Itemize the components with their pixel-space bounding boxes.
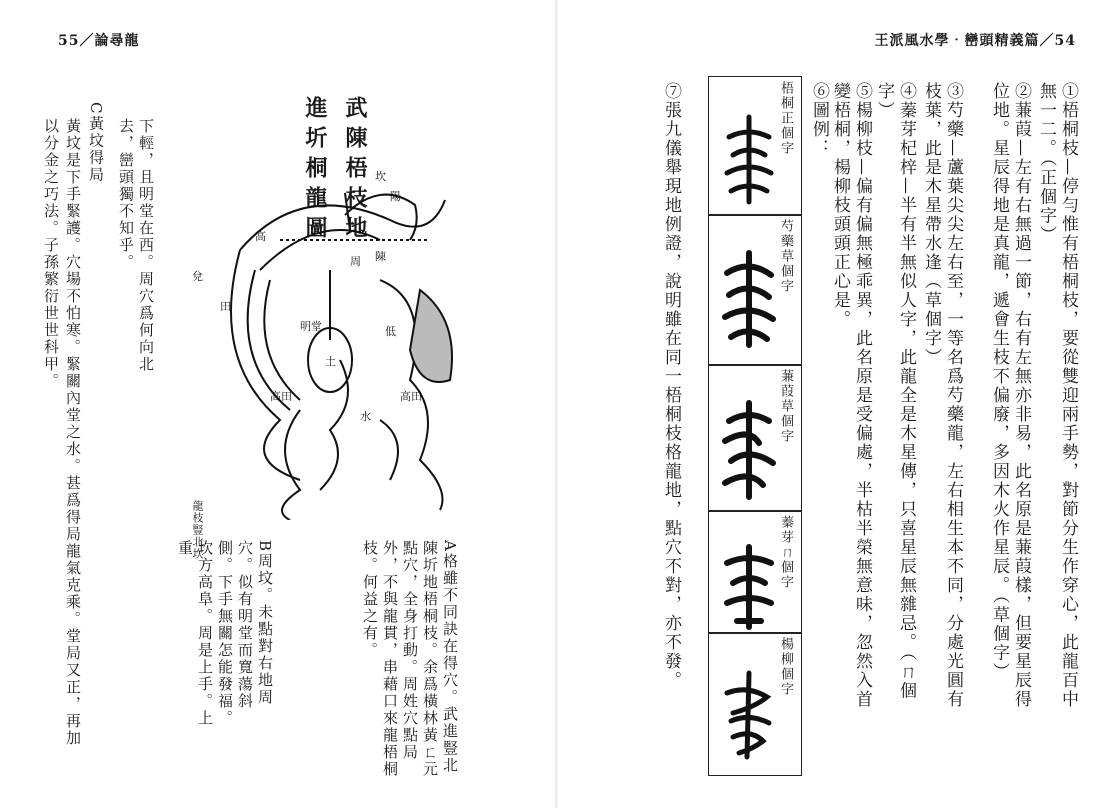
- zhenya-glyph-icon: [719, 541, 779, 631]
- diagram-footnote: 龍枝豎北坎: [191, 500, 204, 560]
- label-dui: 兌: [192, 270, 203, 283]
- outer-ridge: [240, 200, 445, 250]
- label-tu: 土: [325, 355, 336, 368]
- jianjia-glyph-icon: [719, 395, 779, 505]
- label-zhou: 周: [350, 255, 361, 268]
- lower-stream: [282, 410, 300, 520]
- annotation-c-body: 黃坟是下手緊護。穴場不怕寒。緊關內堂之水。甚爲得局龍氣克乘。堂局又正，再加以分金之巧法。子孫繁衍世世科甲。: [42, 118, 82, 747]
- paragraph-3: ③芍藥—蘆葉尖尖左右至，一等名爲芍藥龍，左右相生本不同，分處光圓有枝葉，此是木星帶水逢（草個字）: [921, 82, 963, 709]
- paragraph-4: ④蓁芽杞梓—半有半無似人字，此龍全是木星傳，只喜星辰無雜忌。（ㄇ個字）: [874, 82, 916, 701]
- page-header-left: 55／論尋龍: [58, 33, 140, 49]
- annotation-a: A格雖不同訣在得穴。武進豎北陳圻地梧桐枝。余爲橫林黃ㄈ元點穴，全身打動。周姓穴點局外，不與龍貫，串藉口來龍梧桐枝。何益之有。: [361, 540, 459, 778]
- left-contour-3: [264, 280, 300, 400]
- label-chen: 陳: [375, 250, 386, 263]
- right-hill: [410, 290, 452, 382]
- label-kan: 坎: [375, 170, 386, 183]
- hill-arch: [345, 195, 417, 240]
- char-label: 楊柳個字: [778, 637, 793, 697]
- char-box-jianjia: [708, 364, 802, 512]
- char-label: 梧桐正個字: [778, 81, 793, 156]
- shaoyao-glyph-icon: [719, 245, 779, 355]
- label-gao: 高: [255, 230, 266, 243]
- feng-shui-diagram: [180, 160, 470, 520]
- label-di: 低: [385, 325, 396, 338]
- char-box-wutong: [708, 76, 802, 216]
- char-label: 芍藥草個字: [778, 219, 793, 294]
- paragraph-7: ⑦張九儀舉現地例證，說明雖在同一梧桐枝格龍地，點穴不對，亦不發。: [661, 82, 681, 690]
- wutong-glyph-icon: [719, 107, 779, 207]
- diagram-title-line-1: 武陳梧枝地: [342, 96, 368, 246]
- right-branch: [380, 420, 398, 480]
- yangliu-glyph-icon: [719, 663, 779, 763]
- paragraph-5: ⑤楊柳枝—偏有偏無極乖異，此名原是受偏處，半枯半榮無意味，忽然入首變梧桐，楊柳枝頭頭正心是。: [830, 82, 872, 709]
- center-stream: [320, 360, 348, 490]
- annotation-c-title: C黃坟得局: [87, 102, 105, 184]
- diagram-title-line-2: 進圻桐龍圖: [302, 96, 328, 246]
- annotation-c-continued: 下輕，且明堂在西。周穴爲何向北去，巒頭獨不知乎。: [117, 118, 155, 373]
- left-contour-1: [231, 250, 300, 480]
- paragraph-1: ①梧桐枝—停勻惟有梧桐枝，要從雙迎兩手勢，對節分生作穿心，此龍百中無一二。（正個字）: [1036, 82, 1078, 709]
- book-spine: [555, 0, 559, 808]
- label-gaotian-left: 高田: [270, 390, 292, 403]
- label-gaotian-right: 高田: [400, 390, 422, 403]
- char-label: 蒹葭草個字: [778, 369, 793, 444]
- char-box-zhenya: [708, 510, 802, 634]
- label-mingtang: 明堂: [300, 320, 322, 333]
- page-header-right: 王派風水學‧巒頭精義篇／54: [874, 33, 1076, 49]
- char-box-yangliu: [708, 632, 802, 776]
- ridge-2: [260, 230, 380, 270]
- label-shui: 水: [360, 410, 371, 423]
- annotation-b: B周坟。未點對右地周穴。似有明堂而寬蕩斜側。下手無關怎能發福。坎方高阜。周是上手。上重: [176, 540, 274, 727]
- paragraph-6: ⑥圖例：: [809, 82, 829, 158]
- label-yang: 陽: [390, 190, 401, 203]
- label-tian: 田: [220, 300, 231, 313]
- char-label: 蓁芽ㄇ個字: [778, 515, 793, 590]
- paragraph-2: ②蒹葭—左有右無過一節，右有左無亦非易，此名原是蒹葭樣，但要星辰得位地。星辰得地是真龍，遞會生枝不偏廢，多因木火作星辰。（草個字）: [989, 82, 1031, 709]
- left-contour-2: [248, 270, 290, 410]
- char-box-shaoyao: [708, 214, 802, 366]
